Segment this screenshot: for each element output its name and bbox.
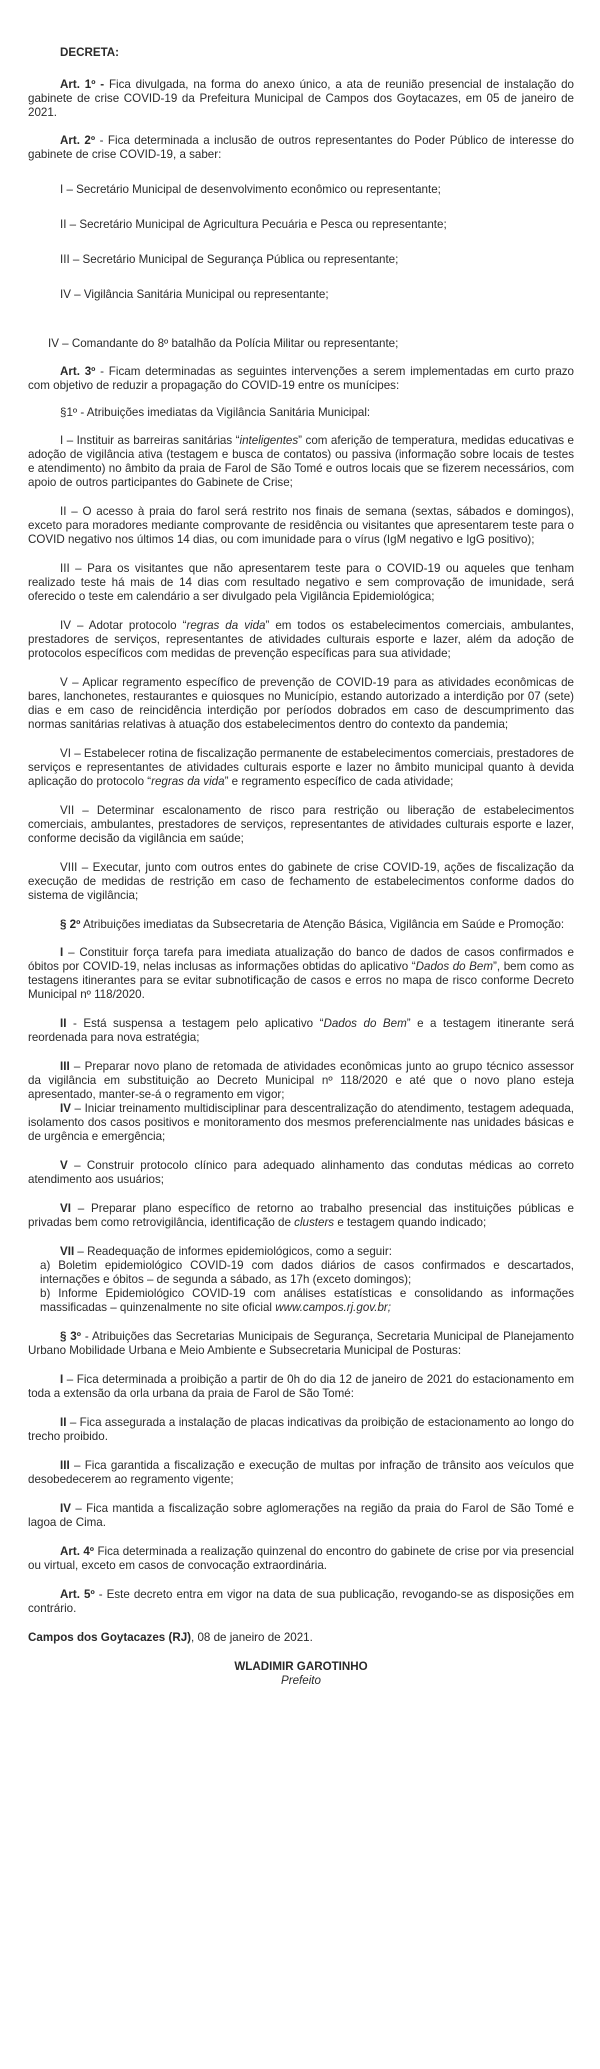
- section-1-item: VI – Estabelecer rotina de fiscalização permanente de estabelecimentos comerciais, prestadores de serviços e representantes de atividades culturais esporte e lazer no âmbito municipal quanto à devida aplicação do protocolo “regras da vida” e regramento específico de cada atividade;: [28, 747, 574, 788]
- section-1-title: §1º - Atribuições imediatas da Vigilância Sanitária Municipal:: [60, 406, 371, 419]
- section-2-item: V – Construir protocolo clínico para adequado alinhamento das condutas médicas ao correto atendimento aos usuários;: [28, 1159, 574, 1186]
- article-2-item: II – Secretário Municipal de Agricultura Pecuária e Pesca ou representante;: [60, 218, 447, 231]
- section-2-item: III – Preparar novo plano de retomada de atividades econômicas junto ao grupo técnico assessor da vigilância em substituição ao Decreto Municipal nº 118/2020 e até que o novo plano esteja apresentado, manter-se-á o regramento em vigor;: [28, 1060, 574, 1101]
- article-3: Art. 3º - Ficam determinadas as seguintes intervenções a serem implementadas em curto prazo com objetivo de reduzir a propagação do COVID-19 entre os munícipes:: [28, 365, 575, 392]
- section-3-item: II – Fica assegurada a instalação de placas indicativas da proibição de estacionamento ao longo do trecho proibido.: [28, 1416, 574, 1443]
- section-2-item: VI – Preparar plano específico de retorno ao trabalho presencial das instituições públicas e privadas bem como retrovigilância, identificação de clusters e testagem quando indicado;: [28, 1202, 574, 1229]
- article-2-item: I – Secretário Municipal de desenvolvimento econômico ou representante;: [60, 183, 441, 196]
- section-3-item: III – Fica garantida a fiscalização e execução de multas por infração de trânsito aos veículos que desobedecerem ao regramento vigente;: [28, 1459, 574, 1486]
- section-2-item: I – Constituir força tarefa para imediata atualização do banco de dados de casos confirmados e óbitos por COVID-19, nelas inclusas as informações obtidas do aplicativo “Dados do Bem”, bem como as testagens itinerantes para se evitar subnotificação de casos e erros no mapa de risco conforme Decreto Municipal nº 118/2020.: [28, 946, 574, 1001]
- article-2-item: IV – Vigilância Sanitária Municipal ou representante;: [60, 288, 329, 301]
- closing-place-date: Campos dos Goytacazes (RJ), 08 de janeiro de 2021.: [28, 1631, 313, 1644]
- article-2: Art. 2º - Fica determinada a inclusão de outros representantes do Poder Público de interesse do gabinete de crise COVID-19, a saber:: [28, 134, 574, 161]
- section-2-item: II - Está suspensa a testagem pelo aplicativo “Dados do Bem” e a testagem itinerante será reordenada para nova estratégia;: [28, 1017, 574, 1044]
- signature-name: WLADIMIR GAROTINHO: [234, 1660, 368, 1673]
- section-1-item: II – O acesso à praia do farol será restrito nos finais de semana (sextas, sábados e domingos), exceto para moradores mediante comprovante de residência ou visitantes que apresentarem teste para o COVID negativo nos últimos 14 dias, ou com imunidade para o vírus (IgM negativo e IgG positivo);: [28, 505, 574, 546]
- section-1-item: V – Aplicar regramento específico de prevenção de COVID-19 para as atividades econômicas de bares, lanchonetes, restaurantes e quiosques no Município, estando autorizado a interdição por 07 (sete) dias e em caso de reincidência interdição por períodos dobrados em caso de descumprimento das normas sanitárias relativas à atuação dos estabelecimentos dentro do contexto da pandemia;: [28, 676, 574, 731]
- section-1-item: VIII – Executar, junto com outros entes do gabinete de crise COVID-19, ações de fiscalização da execução de medidas de restrição em caso de fechamento de estabelecimentos conforme dados do sistema de vigilância;: [28, 861, 574, 902]
- section-3-item: I – Fica determinada a proibição a partir de 0h do dia 12 de janeiro de 2021 do estacionamento em toda a extensão da orla urbana da praia de Farol de São Tomé:: [28, 1373, 574, 1400]
- signature-role: Prefeito: [281, 1674, 321, 1687]
- article-2-item: III – Secretário Municipal de Segurança Pública ou representante;: [60, 253, 399, 266]
- article-1: Art. 1º - Fica divulgada, na forma do anexo único, a ata de reunião presencial de instalação do gabinete de crise COVID-19 da Prefeitura Municipal de Campos dos Goytacazes, em 05 de janeiro de 2021.: [28, 78, 575, 119]
- section-1-item: III – Para os visitantes que não apresentarem teste para o COVID-19 ou aqueles que tenham realizado teste há mais de 14 dias com resultado negativo e sem comprovação de imunidade, será oferecido o teste em calendário a ser divulgado pela Vigilância Epidemiológica;: [28, 562, 574, 603]
- section-2-item: IV – Iniciar treinamento multidisciplinar para descentralização do atendimento, testagem adequada, isolamento dos casos positivos e monitoramento dos mesmos preferencialmente nas unidades básicas e de urgência e emergência;: [28, 1102, 574, 1143]
- article-5: Art. 5º - Este decreto entra em vigor na data de sua publicação, revogando-se as disposições em contrário.: [28, 1588, 574, 1615]
- section-1-item: I – Instituir as barreiras sanitárias “inteligentes” com aferição de temperatura, medidas educativas e adoção de vigilância ativa (testagem e busca de contatos) ou passiva (informação sobre locais de testes e atendimento) no âmbito da praia de Farol de São Tomé e outros locais que se fizerem necessários, com apoio de outros participantes do Gabinete de Crise;: [28, 434, 574, 489]
- section-1-item: IV – Adotar protocolo “regras da vida” em todos os estabelecimentos comerciais, ambulantes, prestadores de serviços, representantes de atividades culturais esporte e lazer, além da adoção de protocolos específicos com medidas de prevenção específicas para sua atividade;: [28, 619, 574, 660]
- section-2-subitem: a) Boletim epidemiológico COVID-19 com dados diários de casos confirmados e descartados, internações e óbitos – de segunda a sábado, as 17h (exceto domingos);: [40, 1259, 574, 1286]
- section-2-item: VII – Readequação de informes epidemiológicos, como a seguir:: [60, 1245, 392, 1258]
- section-2-subitem: b) Informe Epidemiológico COVID-19 com análises estatísticas e consolidando as informações massificadas – quinzenalmente no site oficial www.campos.rj.gov.br;: [40, 1287, 574, 1314]
- section-3-item: IV – Fica mantida a fiscalização sobre aglomerações na região da praia do Farol de São Tomé e lagoa de Cima.: [28, 1502, 574, 1529]
- article-2-item: IV – Comandante do 8º batalhão da Polícia Militar ou representante;: [48, 337, 399, 350]
- section-2-title: § 2º Atribuições imediatas da Subsecretaria de Atenção Básica, Vigilância em Saúde e Promoção:: [60, 918, 565, 931]
- article-4: Art. 4º Fica determinada a realização quinzenal do encontro do gabinete de crise por via presencial ou virtual, exceto em casos de convocação extraordinária.: [28, 1545, 574, 1572]
- section-1-item: VII – Determinar escalonamento de risco para restrição ou liberação de estabelecimentos comerciais, ambulantes, prestadores de serviços, representantes de atividades culturais esporte e lazer, conforme decisão da vigilância em saúde;: [28, 804, 574, 845]
- section-3-title: § 3º - Atribuições das Secretarias Municipais de Segurança, Secretaria Municipal de Planejamento Urbano Mobilidade Urbana e Meio Ambiente e Subsecretaria Municipal de Posturas:: [28, 1330, 574, 1357]
- decree-heading: DECRETA:: [60, 46, 120, 59]
